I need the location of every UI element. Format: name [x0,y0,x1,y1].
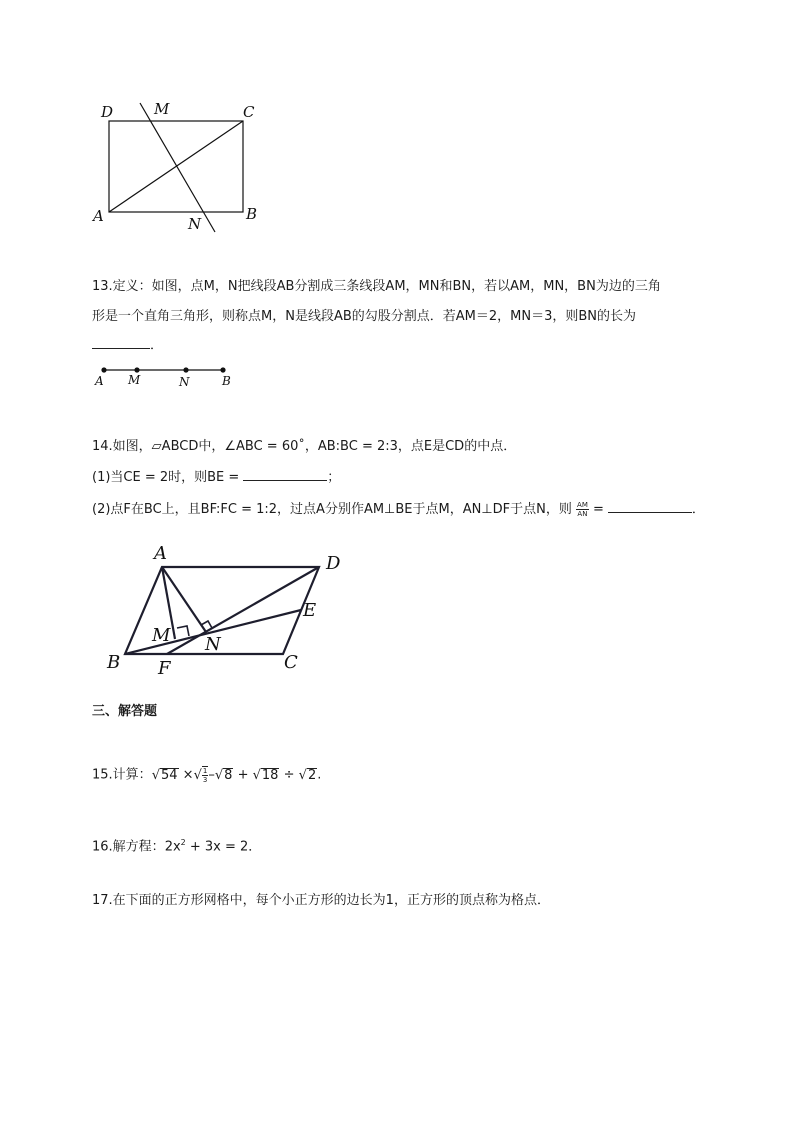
radicand-8: 8 [224,767,233,783]
label-b: B [107,652,121,673]
q14-part2-equals: = [593,502,604,517]
radicand-54: 54 [160,767,178,783]
sqrt-54: √54 [151,767,178,783]
right-angle-mark-m [177,626,189,636]
label-d: D [326,553,341,574]
q16-label: 16.解方程： [92,839,165,855]
q16-eq-rest: + 3x = 2． [189,839,262,855]
plus-sign: + [237,767,249,783]
q16-line [92,834,261,856]
diagonal-ac [109,121,243,212]
label-b: B [246,205,258,223]
sqrt-18: √18 [252,767,279,783]
q13-line1: 13.定义：如图，点M，N把线段AB分割成三条线段AM，MN和BN，若以AM，MN，BN为边的三角 [92,279,661,294]
radicand-18: 18 [261,767,279,783]
q17-line: 17.在下面的正方形网格中，每个小正方形的边长为1，正方形的顶点称为格点． [92,893,550,908]
fraction-denominator: AN [577,510,588,518]
ratio-fraction [576,501,589,518]
exponent: 2 [180,838,186,847]
label-n: N [205,634,221,655]
figure-parallelogram-abcd [0,535,380,685]
q14-part2-blank[interactable] [608,500,692,513]
q14-part1-text: (1)当CE = 2时，则BE = [92,470,240,485]
q15-label: 15.计算： [92,767,152,783]
figure-segment-ab [0,360,300,392]
q13-answer-blank[interactable] [92,336,150,349]
label-e: E [303,600,317,621]
q14-part2-end: ． [691,502,705,517]
label-m: M [152,625,171,646]
fraction-denominator: 3 [202,776,208,784]
q13-end: ． [150,338,164,353]
q14-part1-end: ； [327,470,341,485]
label-a: A [93,207,104,225]
times-sign: × [182,767,194,783]
q14-part1-blank[interactable] [243,468,327,481]
q16-eq-term: 2x [164,839,181,855]
fraction-numerator: 1 [202,767,208,775]
label-c: C [284,652,298,673]
q15-line [92,766,321,785]
fraction-numerator: AM [577,501,588,509]
line-mn [140,103,215,232]
label-m: M [128,373,141,387]
radicand-2: 2 [307,767,317,783]
label-m: M [154,100,170,118]
figure-rectangle-abcd [0,0,794,250]
point-n [183,367,188,372]
sqrt-2: √2 [298,767,317,783]
q15-end: . [317,767,322,783]
label-d: D [101,103,114,121]
divide-sign: ÷ [283,767,295,783]
label-a: A [154,543,167,564]
point-a [101,367,106,372]
point-m [134,367,139,372]
section-heading: 三、解答题 [92,704,158,719]
q13-answer-line [92,336,163,355]
q13-line2: 形是一个直角三角形，则称点M，N是线段AB的勾股分割点．若AM＝2，MN＝3，则BN的长为 [92,309,636,324]
sqrt-one-third: √ $\frac{1}{3}$ [193,767,208,784]
q14-part1 [92,468,340,487]
point-b [220,367,225,372]
sqrt-8: √8 [214,767,233,783]
label-n: N [179,375,190,389]
label-a: A [95,374,104,388]
q14-part2-text: (2)点F在BC上，且BF:FC = 1:2，过点A分别作AM⊥BE于点M，AN⊥DF于点N，则 [92,502,572,517]
label-n: N [188,215,202,233]
q14-part2 [92,500,705,519]
label-c: C [243,103,255,121]
minus-sign: – [208,767,215,783]
label-f: F [158,658,171,679]
q14-stem: 14.如图，▱ABCD中，∠ABC = 60˚，AB:BC = 2:3，点E是CD的中点． [92,439,517,454]
label-b: B [222,374,231,388]
